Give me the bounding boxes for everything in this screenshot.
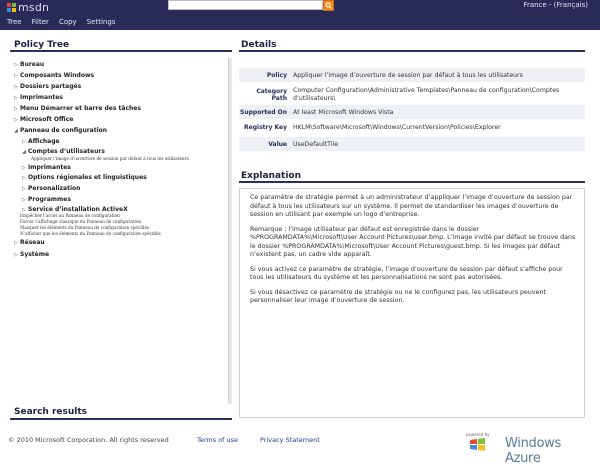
detail-key: Registry Key (244, 123, 287, 131)
tree-scrollbar[interactable] (228, 58, 232, 404)
tree-leaf-appliquer-image[interactable]: Appliquer l’image d’ouverture de session par défaut à tous les utilisateurs (31, 156, 189, 161)
nav-tree[interactable]: Tree (7, 18, 22, 26)
search-results-title: Search results (14, 407, 88, 417)
expand-arrow-icon[interactable]: ▷ (14, 72, 18, 79)
explanation-paragraph: Ce paramètre de stratégie permet à un administrateur d’appliquer l’image d’ouverture de session par défaut à tous les utilisateurs sur un système. Il permet de standardiser les images d’ouverture de session en utilisant par exemple un logo d’entreprise. (250, 194, 573, 218)
tree-item-panneau[interactable]: ◢ Panneau de configuration (14, 127, 108, 134)
detail-key: Category Path (256, 88, 287, 102)
tree-item-programmes[interactable]: ▷ Programmes (22, 196, 71, 203)
detail-value: HKLM\Software\Microsoft\Windows\CurrentVersion\Policies\Explorer (293, 123, 501, 131)
explanation-rule (239, 181, 585, 183)
expand-arrow-icon[interactable]: ▷ (14, 251, 18, 258)
details-title: Details (241, 40, 277, 50)
tree-item-composants[interactable]: ▷ Composants Windows (14, 72, 95, 79)
windows-flag-icon (7, 3, 16, 12)
expand-arrow-icon[interactable]: ▷ (14, 61, 18, 68)
collapse-arrow-icon[interactable]: ◢ (14, 127, 18, 134)
tree-item-office[interactable]: ▷ Microsoft Office (14, 116, 74, 123)
top-nav (7, 18, 115, 26)
tree-leaf-nafficher[interactable]: N’afficher que les éléments du Panneau de configuration spécifiés (20, 231, 161, 236)
explanation-paragraph: Si vous désactivez ce paramètre de stratégie ou ne le configurez pas, les utilisateurs peuvent personnaliser leur image d’ouverture de session. (250, 288, 546, 304)
nav-settings[interactable]: Settings (86, 18, 116, 26)
nav-copy[interactable]: Copy (58, 18, 77, 26)
details-rule (239, 50, 585, 52)
detail-value: Computer Configuration\Administrative Templates\Panneau de configuration\Comptes d’utilisateurs\ (293, 87, 560, 103)
locale-selector[interactable]: France - (Français) (523, 1, 588, 9)
detail-value: At least Microsoft Windows Vista (293, 108, 394, 116)
expand-arrow-icon[interactable]: ▷ (22, 164, 26, 171)
footer (0, 428, 600, 466)
terms-link[interactable]: Terms of use (197, 436, 239, 444)
tree-item-dossiers[interactable]: ▷ Dossiers partagés (14, 83, 82, 90)
expand-arrow-icon[interactable]: ▷ (14, 239, 18, 246)
copyright-text: © 2010 Microsoft Corporation. All rights reserved (8, 436, 169, 444)
detail-row-registry (239, 120, 585, 134)
powered-by-text: powered by (466, 432, 490, 437)
search-results-rule (10, 418, 232, 420)
tree-item-personalization[interactable]: ▷ Personalization (22, 185, 81, 192)
detail-row-category (239, 85, 585, 105)
tree-item-service-activex[interactable]: ▷ Service d’installation ActiveX (22, 206, 128, 213)
detail-key: Supported On (240, 108, 287, 116)
tree-item-options[interactable]: ▷ Options régionales et linguistiques (22, 174, 147, 181)
msdn-logo[interactable] (7, 1, 49, 14)
detail-row-value (239, 137, 585, 151)
tree-item-comptes[interactable]: ◢ Comptes d’utilisateurs (22, 148, 105, 155)
tree-item-menu-demarrer[interactable]: ▷ Menu Démarrer et barre des tâches (14, 105, 141, 112)
expand-arrow-icon[interactable]: ▷ (22, 196, 26, 203)
tree-item-affichage[interactable]: ▷ Affichage (22, 138, 60, 145)
tree-item-imprimantes-sub[interactable]: ▷ Imprimantes (22, 164, 71, 171)
detail-key: Value (268, 140, 287, 148)
tree-item-bureau[interactable]: ▷ Bureau (14, 61, 45, 68)
expand-arrow-icon[interactable]: ▷ (14, 116, 18, 123)
expand-arrow-icon[interactable]: ▷ (14, 83, 18, 90)
detail-value: UseDefaultTile (293, 140, 339, 148)
explanation-paragraph: Remarque : l’image utilisateur par défaut est enregistrée dans le dossier %PROGRAMDATA%\Microsoft\User Account Pictures\user.bmp. L’image invité par défaut se trouve dans le dossier %PROGRAMDATA%\Microsoft\User Account Pictures\guest.bmp. Si les images par défaut n’existent pas, un cadre vide apparaît. (250, 225, 576, 258)
detail-value: Appliquer l’image d’ouverture de session par défaut à tous les utilisateurs (293, 71, 523, 79)
expand-arrow-icon[interactable]: ▷ (14, 105, 18, 112)
search-input[interactable] (168, 0, 323, 10)
collapse-arrow-icon[interactable]: ◢ (22, 148, 26, 155)
expand-arrow-icon[interactable]: ▷ (22, 174, 26, 181)
detail-row-supported (239, 105, 585, 119)
policy-tree-rule (10, 50, 232, 52)
tree-leaf-forcer[interactable]: Forcer l’affichage classique du Panneau de configuration (20, 219, 142, 224)
explanation-title: Explanation (241, 171, 302, 181)
explanation-paragraph: Si vous activez ce paramètre de stratégie, l’image d’ouverture de session par défaut s’affiche pour tous les utilisateurs du système et les personnalisations ne sont pas autorisées. (250, 265, 563, 281)
nav-filter[interactable]: Filter (31, 18, 49, 26)
expand-arrow-icon[interactable]: ▷ (22, 138, 26, 145)
explanation-text (250, 194, 576, 312)
expand-arrow-icon[interactable]: ▷ (22, 185, 26, 192)
tree-item-imprimantes[interactable]: ▷ Imprimantes (14, 94, 63, 101)
policy-tree-title: Policy Tree (14, 40, 70, 50)
privacy-link[interactable]: Privacy Statement (260, 436, 320, 444)
tree-item-systeme[interactable]: ▷ Système (14, 251, 50, 258)
tree-leaf-masquer[interactable]: Masquer les éléments du Panneau de configuration spécifiés (20, 225, 149, 230)
detail-row-policy (239, 68, 585, 82)
tree-item-reseau[interactable]: ▷ Réseau (14, 239, 45, 246)
search-icon (325, 2, 332, 9)
expand-arrow-icon[interactable]: ▷ (14, 94, 18, 101)
search-button[interactable] (323, 0, 334, 11)
windows-azure-text: Windows Azure (505, 436, 561, 466)
expand-arrow-icon[interactable]: ▷ (22, 206, 26, 213)
top-bar (0, 0, 600, 30)
logo-text: msdn (18, 1, 50, 14)
windows-azure-logo-icon (469, 437, 503, 451)
detail-key: Policy (266, 71, 287, 79)
tree-leaf-empecher[interactable]: Empêcher l’accès au Panneau de configuration (20, 213, 120, 218)
